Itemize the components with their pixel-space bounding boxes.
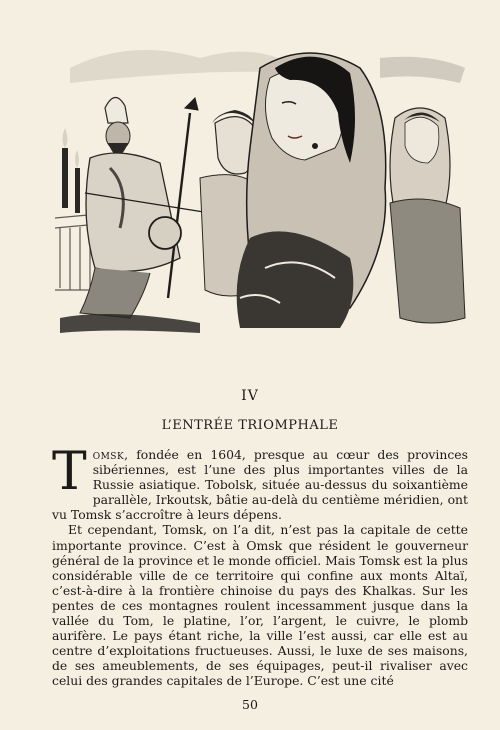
first-word: omsk	[92, 447, 125, 462]
chapter-illustration	[50, 28, 470, 358]
chapter-title: L’ENTRÉE TRIOMPHALE	[161, 418, 339, 433]
chapter-body	[52, 442, 468, 689]
page-number: 50	[242, 697, 258, 712]
paragraph-1-text: , fondée en 1604, presque au cœur des provinces sibériennes, est l’une des plus importantes villes de la Russie asiatique. Tobolsk, située au-dessus du soixantième parallèle, Irkoutsk, bâtie au-delà du centième méridien, ont vu Tomsk s’accroître à leurs dépens.	[52, 447, 468, 523]
paragraph-2: Et cependant, Tomsk, on l’a dit, n’est pas la capitale de cette importante province. C’est à Omsk que résident le gouverneur général de la province et le monde officiel. Mais Tomsk est la plus considérable ville de ce territoire qui confine aux monts Altaï, c’est-à-dire à la frontière chinoise du pays des Khalkas. Sur les pentes de ces montagnes roulent incessamment jusque dans la vallée du Tom, le platine, l’or, l’argent, le cuivre, le plomb aurifère. Le pays étant riche, la ville l’est aussi, car elle est au centre d’exploitations fructueuses. Aussi, le luxe de ses maisons, de ses ameublements, de ses équipages, peut-il rivaliser avec celui des grandes capitales de l’Europe. C’est une cité	[52, 522, 468, 689]
paragraph-1	[52, 442, 468, 523]
chapter-number: IV	[241, 388, 259, 404]
drop-cap: T	[52, 442, 87, 502]
